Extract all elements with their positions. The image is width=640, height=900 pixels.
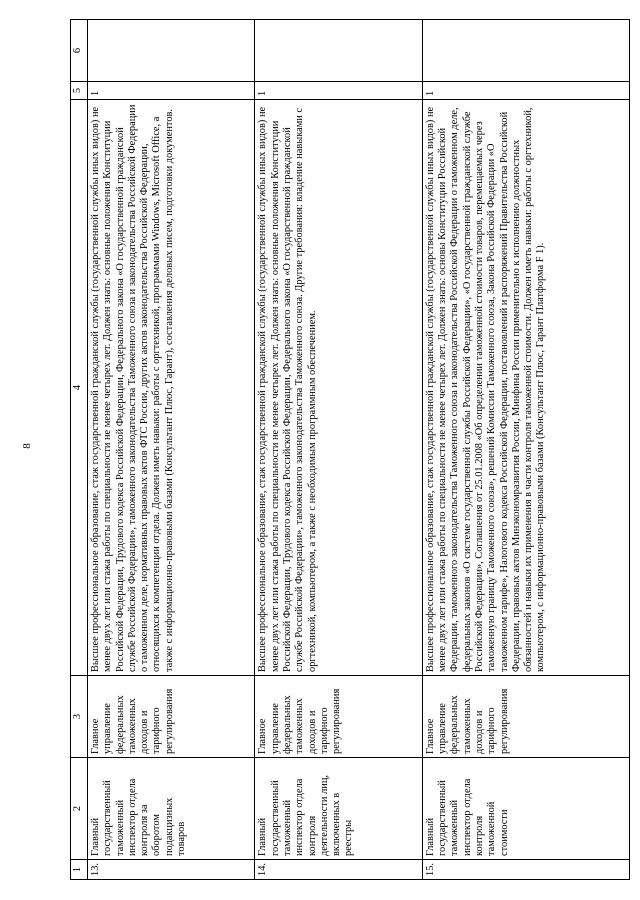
page-number: 8 <box>20 443 33 449</box>
department-name: Главное управление федеральных таможенных доходов и тарифного регулирования <box>255 676 422 758</box>
header-row <box>71 20 88 880</box>
position-title: Главный государственный таможенный инспектор отдела контроля деятельности лиц, включенных в реестры <box>255 758 422 860</box>
column-header: 6 <box>71 20 88 82</box>
department-name: Главное управление федеральных таможенных доходов и тарифного регулирования <box>422 676 629 758</box>
table-row <box>255 20 422 880</box>
qualification-requirements: Высшее профессиональное образование, стаж государственной гражданской службы (государственной службы иных видов) не менее двух лет или стажа работы по специальности не менее четырех лет. Должен знать: основные положения Конституции Российской Федерации, Трудового кодекса Российской Федерации, Федерального закона «О государственной гражданской службе Российской Федерации», таможенного законодательства Таможенного союза и законодательства Российской Федерации о таможенном деле, нормативных правовых актов ФТС России, других актов законодательства Российской Федерации, относящихся к компетенции отдела. Должен иметь навыки: работы с оргтехникой, программами Windows, Microsoft Office, а также с информационно-правовыми базами (Консультант Плюс, Гарант), составления деловых писем, подготовки документов. <box>88 100 255 676</box>
position-title: Главный государственный таможенный инспектор отдела контроля таможенной стоимости <box>422 758 629 860</box>
column-header: 2 <box>71 758 88 860</box>
column-header: 3 <box>71 676 88 758</box>
vacancies-table <box>70 19 630 880</box>
column-6-value <box>422 20 629 82</box>
column-5-value: 1 <box>422 82 629 100</box>
qualification-requirements: Высшее профессиональное образование, стаж государственной гражданской службы (государственной службы иных видов) не менее двух лет или стажа работы по специальности не менее четырех лет. Должен знать: основы Конституции Российской Федерации, таможенного законодательства Таможенного союза и законодательства Российской Федерации о таможенном деле, федеральных законов «О системе государственной службы Российской Федерации», «О государственной гражданской службе Российской Федерации», Соглашения от 25.01.2008 «Об определении таможенной стоимости товаров, перемещаемых через таможенную границу Таможенного союза», решений Комиссии Таможенного союза, Закона Российской Федерации «О таможенном тарифе», Налогового кодекса Российской Федерации, постановлений и распоряжений Правительства Российской Федерации, правовых актов Минэкономразвития России, Минфина России применительно к исполнению должностных обязанностей и навыки их применения в части контроля таможенной стоимости. Должен иметь навыки: работы с оргтехникой, компьютером, с информационно-правовыми базами (Консультант Плюс, Гарант Платформа F 1). <box>422 100 629 676</box>
column-6-value <box>255 20 422 82</box>
department-name: Главное управление федеральных таможенных доходов и тарифного регулирования <box>88 676 255 758</box>
column-header: 4 <box>71 100 88 676</box>
column-header: 5 <box>71 82 88 100</box>
row-number: 13. <box>88 860 255 880</box>
table-row <box>422 20 629 880</box>
column-6-value <box>88 20 255 82</box>
row-number: 14. <box>255 860 422 880</box>
column-5-value: 1 <box>255 82 422 100</box>
rotated-page-content <box>70 20 630 880</box>
row-number: 15. <box>422 860 629 880</box>
column-header: 1 <box>71 860 88 880</box>
position-title: Главный государственный таможенный инспектор отдела контроля за оборотом подакцизных товаров <box>88 758 255 860</box>
qualification-requirements: Высшее профессиональное образование, стаж государственной гражданской службы (государственной службы иных видов) не менее двух лет или стажа работы по специальности не менее четырех лет. Должен знать: основные положения Конституции Российской Федерации, Трудового кодекса Российской Федерации, Федерального закона «О государственной гражданской службе Российской Федерации», таможенного законодательства Таможенного союза. Другие требования: владение навыками с оргтехникой, компьютером, а также с необходимым программным обеспечением. <box>255 100 422 676</box>
table-row <box>88 20 255 880</box>
column-5-value: 1 <box>88 82 255 100</box>
